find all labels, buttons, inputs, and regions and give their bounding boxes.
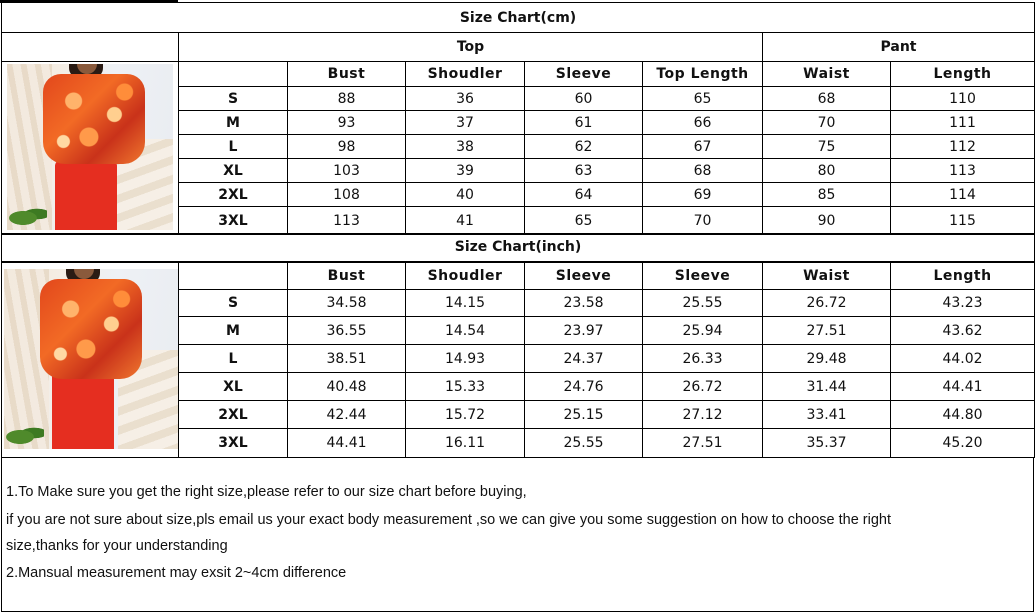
value-cell: 115 — [891, 207, 1035, 235]
value-cell: 26.33 — [643, 345, 763, 373]
value-cell: 103 — [288, 159, 406, 183]
value-cell: 42.44 — [288, 401, 406, 429]
size-label: 3XL — [179, 207, 288, 235]
value-cell: 45.20 — [891, 429, 1035, 458]
note-line-4: 2.Mansual measurement may exsit 2~4cm difference — [6, 565, 347, 581]
size-label: XL — [179, 159, 288, 183]
value-cell: 44.02 — [891, 345, 1035, 373]
value-cell: 65 — [525, 207, 643, 235]
value-cell: 68 — [643, 159, 763, 183]
value-cell: 26.72 — [643, 373, 763, 401]
header-shoulder: Shoudler — [406, 62, 525, 87]
value-cell: 29.48 — [763, 345, 891, 373]
value-cell: 33.41 — [763, 401, 891, 429]
header-sleeve: Sleeve — [525, 62, 643, 87]
value-cell: 98 — [288, 135, 406, 159]
value-cell: 27.51 — [643, 429, 763, 458]
value-cell: 14.93 — [406, 345, 525, 373]
value-cell: 110 — [891, 87, 1035, 111]
header-length: Length — [891, 62, 1035, 87]
cm-chart-title-text: Size Chart — [459, 9, 541, 26]
size-label: M — [179, 317, 288, 345]
value-cell: 25.94 — [643, 317, 763, 345]
inch-chart-title — [2, 234, 1035, 262]
value-cell: 111 — [891, 111, 1035, 135]
value-cell: 16.11 — [406, 429, 525, 458]
product-photo — [4, 269, 178, 450]
value-cell: 15.72 — [406, 401, 525, 429]
header-sleeve-2: Sleeve — [643, 262, 763, 290]
header-waist: Waist — [763, 62, 891, 87]
size-label: L — [179, 345, 288, 373]
value-cell: 113 — [891, 159, 1035, 183]
value-cell: 40 — [406, 183, 525, 207]
value-cell: 44.80 — [891, 401, 1035, 429]
value-cell: 40.48 — [288, 373, 406, 401]
value-cell: 35.37 — [763, 429, 891, 458]
inch-chart-title-text: Size Chart — [454, 239, 536, 256]
size-label: M — [179, 111, 288, 135]
value-cell: 15.33 — [406, 373, 525, 401]
section-pant: Pant — [763, 33, 1035, 62]
value-cell: 75 — [763, 135, 891, 159]
value-cell: 43.23 — [891, 290, 1035, 317]
value-cell: 85 — [763, 183, 891, 207]
value-cell: 114 — [891, 183, 1035, 207]
value-cell: 34.58 — [288, 290, 406, 317]
value-cell: 80 — [763, 159, 891, 183]
product-photo — [7, 64, 173, 230]
value-cell: 26.72 — [763, 290, 891, 317]
value-cell: 14.54 — [406, 317, 525, 345]
value-cell: 113 — [288, 207, 406, 235]
value-cell: 63 — [525, 159, 643, 183]
value-cell: 108 — [288, 183, 406, 207]
value-cell: 62 — [525, 135, 643, 159]
value-cell: 38 — [406, 135, 525, 159]
value-cell: 25.15 — [525, 401, 643, 429]
value-cell: 112 — [891, 135, 1035, 159]
product-photo-cell — [2, 62, 179, 235]
value-cell: 44.41 — [288, 429, 406, 458]
size-chart-cm-table — [1, 2, 1035, 235]
value-cell: 70 — [763, 111, 891, 135]
note-line-1: 1.To Make sure you get the right size,please refer to our size chart before buying, — [6, 484, 527, 500]
size-label: S — [179, 290, 288, 317]
value-cell: 68 — [763, 87, 891, 111]
value-cell: 64 — [525, 183, 643, 207]
value-cell: 27.12 — [643, 401, 763, 429]
value-cell: 65 — [643, 87, 763, 111]
header-length: Length — [891, 262, 1035, 290]
value-cell: 93 — [288, 111, 406, 135]
value-cell: 67 — [643, 135, 763, 159]
value-cell: 60 — [525, 87, 643, 111]
inch-chart-unit: (inch) — [535, 239, 582, 256]
note-line-3: size,thanks for your understanding — [6, 538, 228, 554]
value-cell: 24.76 — [525, 373, 643, 401]
value-cell: 70 — [643, 207, 763, 235]
header-sleeve: Sleeve — [525, 262, 643, 290]
header-waist: Waist — [763, 262, 891, 290]
value-cell: 43.62 — [891, 317, 1035, 345]
value-cell: 66 — [643, 111, 763, 135]
value-cell: 39 — [406, 159, 525, 183]
header-top-length: Top Length — [643, 62, 763, 87]
value-cell: 27.51 — [763, 317, 891, 345]
size-label: 3XL — [179, 429, 288, 458]
value-cell: 41 — [406, 207, 525, 235]
value-cell: 25.55 — [643, 290, 763, 317]
size-header-blank — [179, 62, 288, 87]
value-cell: 44.41 — [891, 373, 1035, 401]
size-label: L — [179, 135, 288, 159]
product-photo-cell — [2, 262, 179, 458]
header-shoulder: Shoudler — [406, 262, 525, 290]
value-cell: 23.58 — [525, 290, 643, 317]
size-label: 2XL — [179, 183, 288, 207]
value-cell: 69 — [643, 183, 763, 207]
cm-chart-title — [2, 3, 1035, 33]
size-header-blank — [179, 262, 288, 290]
header-bust: Bust — [288, 262, 406, 290]
note-line-2: if you are not sure about size,pls email us your exact body measurement ,so we can give you some suggestion on how to choose the right — [6, 512, 891, 528]
value-cell: 36.55 — [288, 317, 406, 345]
value-cell: 14.15 — [406, 290, 525, 317]
header-bust: Bust — [288, 62, 406, 87]
size-label: 2XL — [179, 401, 288, 429]
section-top: Top — [179, 33, 763, 62]
value-cell: 23.97 — [525, 317, 643, 345]
blank-cell — [2, 33, 179, 62]
size-notes — [1, 458, 1034, 612]
value-cell: 37 — [406, 111, 525, 135]
value-cell: 25.55 — [525, 429, 643, 458]
cm-chart-unit: (cm) — [540, 9, 577, 26]
value-cell: 61 — [525, 111, 643, 135]
value-cell: 36 — [406, 87, 525, 111]
value-cell: 24.37 — [525, 345, 643, 373]
value-cell: 31.44 — [763, 373, 891, 401]
value-cell: 90 — [763, 207, 891, 235]
size-label: XL — [179, 373, 288, 401]
value-cell: 38.51 — [288, 345, 406, 373]
size-label: S — [179, 87, 288, 111]
size-chart-inch-table — [1, 233, 1035, 458]
value-cell: 88 — [288, 87, 406, 111]
